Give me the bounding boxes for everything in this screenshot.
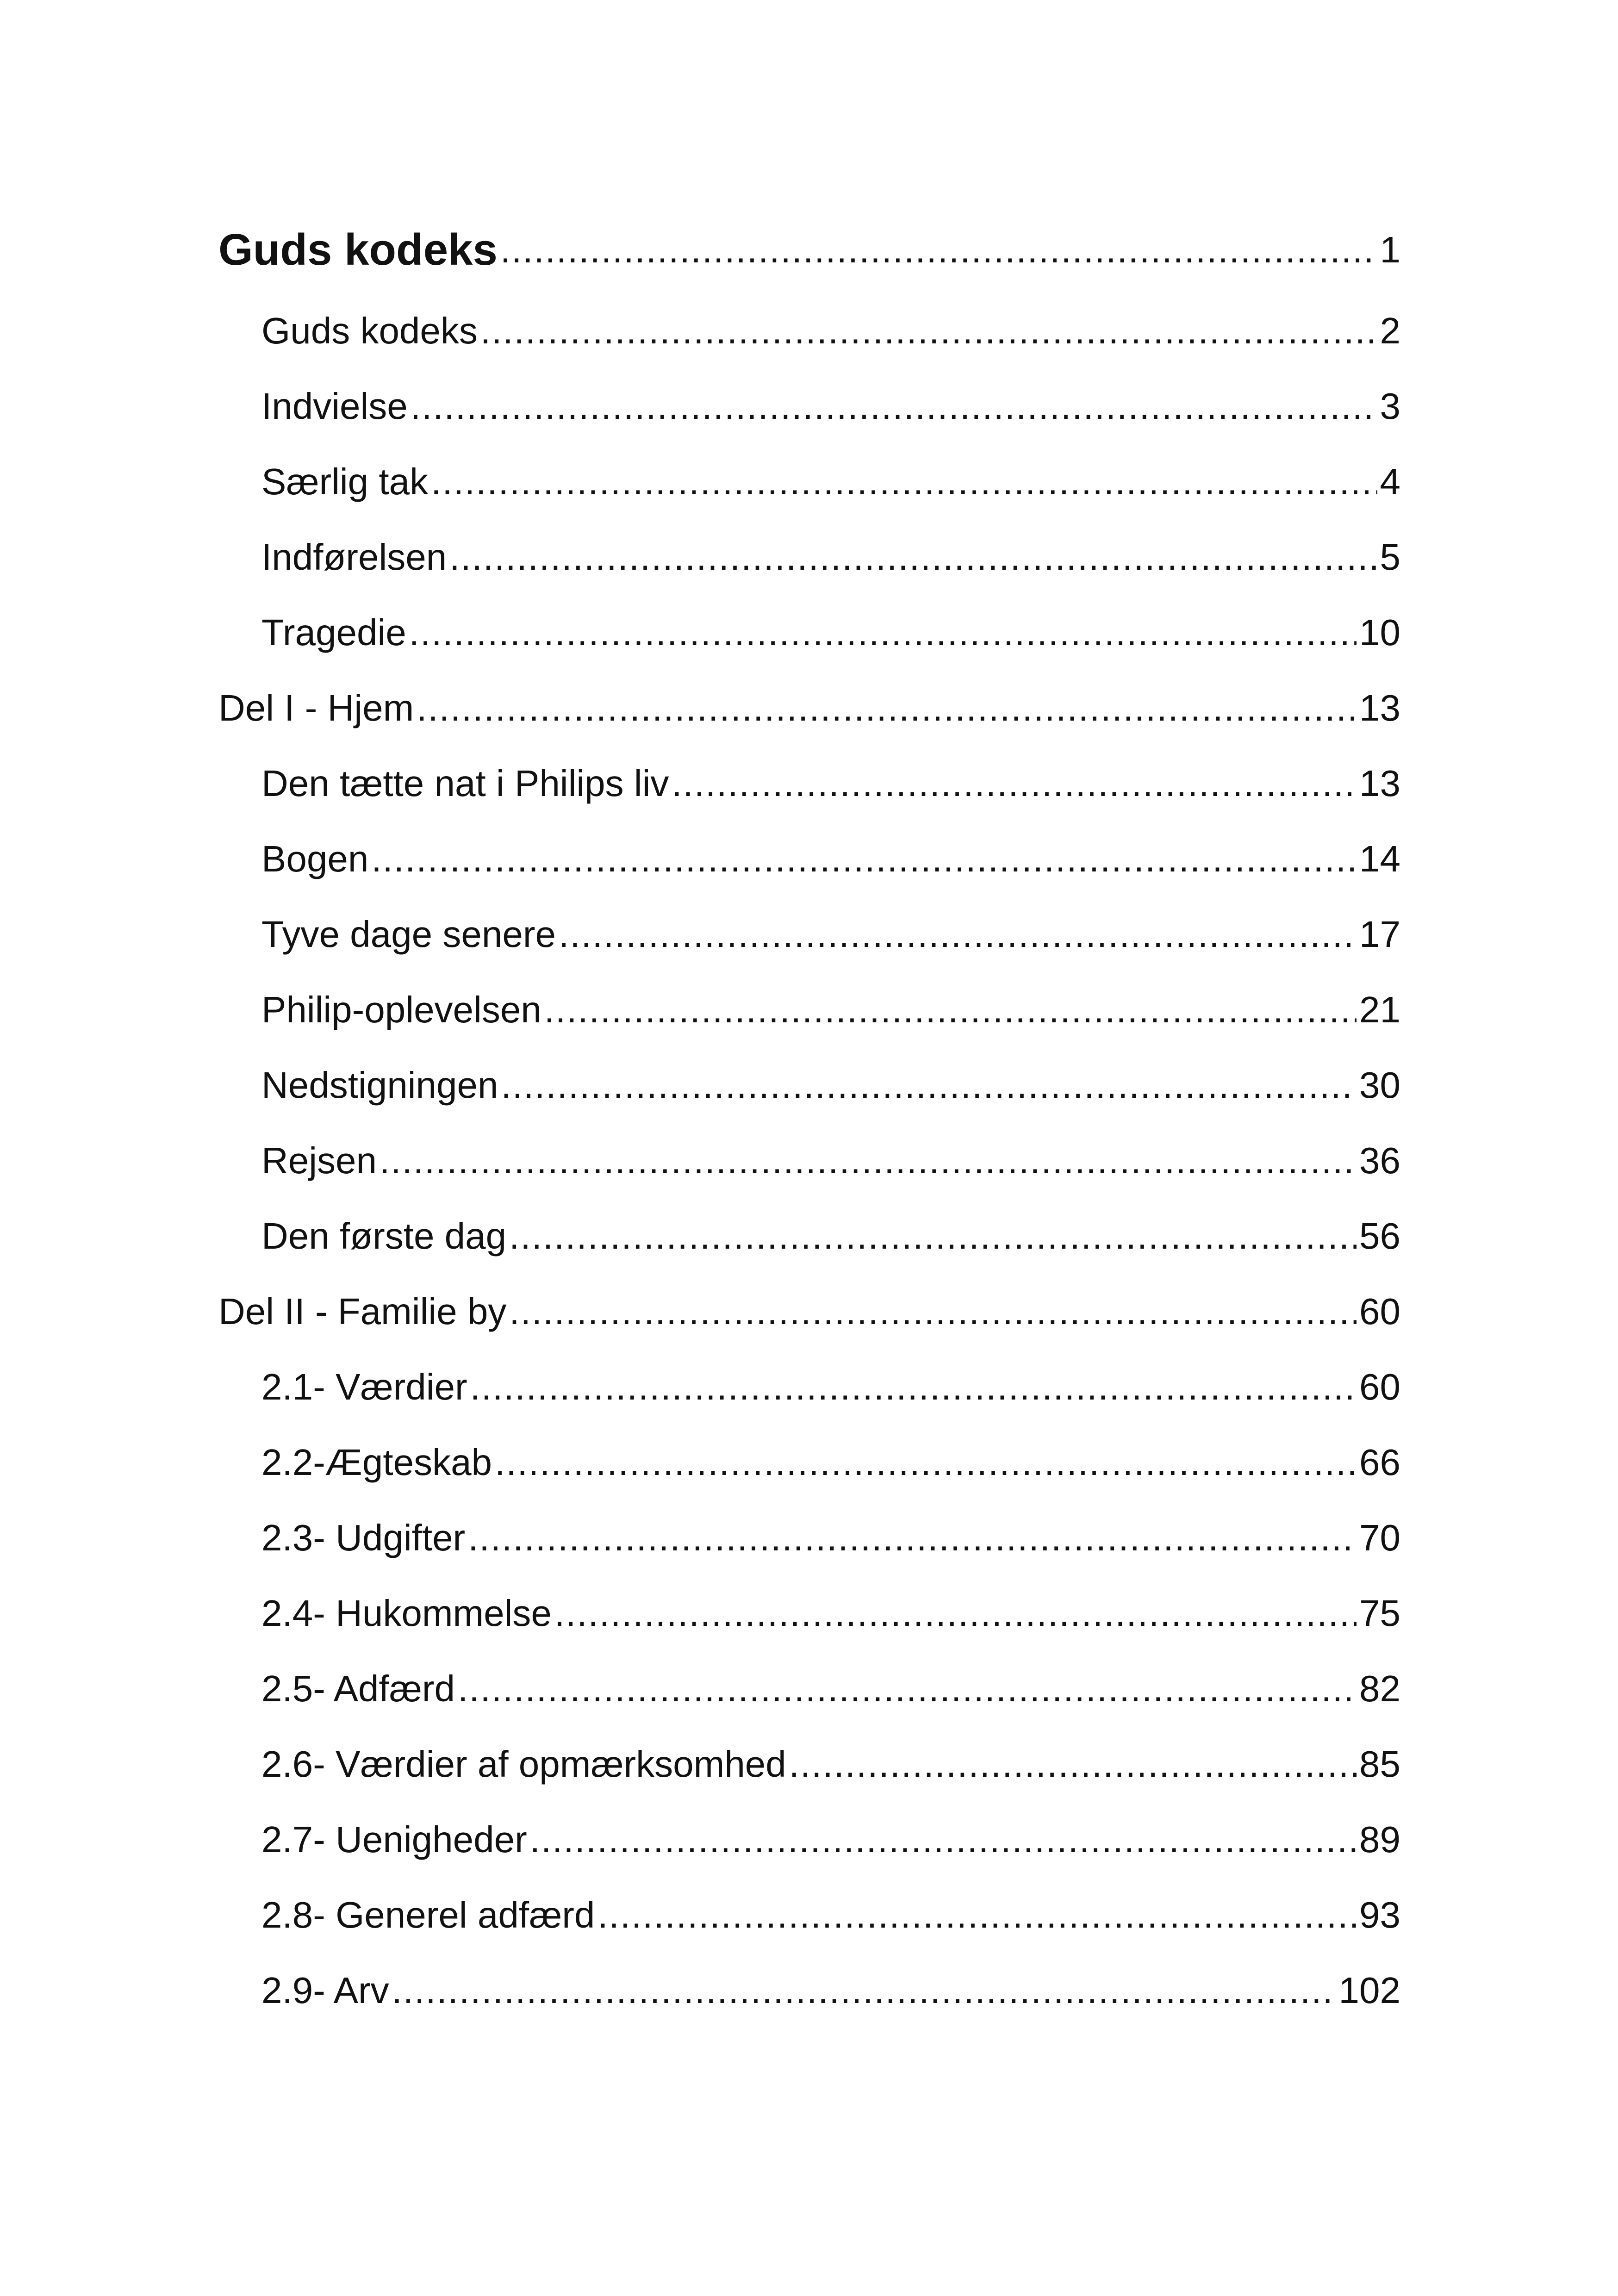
toc-entry-page: 102 xyxy=(1338,1970,1400,2011)
toc-entry-label: 2.7- Uenigheder xyxy=(261,1819,527,1860)
toc-entry-page: 17 xyxy=(1359,914,1400,955)
toc-entry-page: 82 xyxy=(1359,1668,1400,1709)
toc-entry[interactable] xyxy=(261,1506,1400,1561)
toc-entry[interactable] xyxy=(261,1732,1400,1787)
toc-entry[interactable] xyxy=(261,1807,1400,1863)
toc-entry-label: Philip-oplevelsen xyxy=(261,989,541,1030)
dot-leader xyxy=(530,1817,1357,1863)
toc-entry[interactable] xyxy=(261,525,1400,580)
toc-entry[interactable] xyxy=(261,1355,1400,1410)
dot-leader xyxy=(392,1967,1336,2014)
toc-entry-label: Den tætte nat i Philips liv xyxy=(261,763,669,804)
dot-leader xyxy=(480,308,1377,354)
dot-leader xyxy=(417,685,1357,731)
toc-entry[interactable] xyxy=(261,374,1400,429)
toc-entry-page: 66 xyxy=(1359,1442,1400,1483)
toc-entry-label: Indvielse xyxy=(261,386,408,427)
toc-entry-label: 2.4- Hukommelse xyxy=(261,1593,552,1634)
toc-entry[interactable] xyxy=(261,827,1400,882)
toc-entry[interactable] xyxy=(261,449,1400,505)
toc-entry-page: 60 xyxy=(1359,1291,1400,1332)
toc-entry-label: 2.6- Værdier af opmærksomhed xyxy=(261,1743,786,1785)
toc-entry-part[interactable] xyxy=(218,676,1400,731)
toc-entry-part[interactable] xyxy=(218,1279,1400,1335)
toc-entry-title[interactable] xyxy=(218,218,1400,273)
toc-entry-label: Del II - Familie by xyxy=(218,1291,507,1332)
toc-entry-label: Den første dag xyxy=(261,1215,507,1257)
toc-entry-page: 1 xyxy=(1380,229,1400,270)
dot-leader xyxy=(495,1439,1357,1486)
toc-entry-label: 2.8- Generel adfærd xyxy=(261,1894,595,1935)
toc-entry-label: 2.3- Udgifter xyxy=(261,1517,466,1558)
dot-leader xyxy=(672,760,1357,807)
dot-leader xyxy=(371,836,1357,882)
dot-leader xyxy=(501,1062,1357,1108)
toc-entry[interactable] xyxy=(261,1883,1400,1938)
toc-entry[interactable] xyxy=(261,600,1400,656)
dot-leader xyxy=(559,911,1357,958)
dot-leader xyxy=(554,1590,1357,1636)
dot-leader xyxy=(509,1213,1357,1259)
toc-entry-page: 14 xyxy=(1359,838,1400,879)
toc-entry-page: 13 xyxy=(1359,763,1400,804)
dot-leader xyxy=(509,1288,1357,1335)
dot-leader xyxy=(470,1364,1357,1410)
toc-entry-page: 56 xyxy=(1359,1215,1400,1257)
dot-leader xyxy=(597,1892,1357,1938)
dot-leader xyxy=(789,1741,1357,1787)
dot-leader xyxy=(500,227,1377,273)
toc-entry-label: Tragedie xyxy=(261,612,406,653)
toc-entry[interactable] xyxy=(261,1430,1400,1486)
toc-entry-label: Tyve dage senere xyxy=(261,914,556,955)
toc-entry[interactable] xyxy=(261,902,1400,958)
toc-entry-page: 36 xyxy=(1359,1140,1400,1181)
toc-entry-page: 21 xyxy=(1359,989,1400,1030)
toc-entry[interactable] xyxy=(261,299,1400,354)
dot-leader xyxy=(449,534,1377,580)
toc-entry[interactable] xyxy=(261,1656,1400,1712)
dot-leader xyxy=(431,459,1377,505)
dot-leader xyxy=(409,610,1357,656)
toc-entry-page: 70 xyxy=(1359,1517,1400,1558)
toc-entry-label: 2.5- Adfærd xyxy=(261,1668,455,1709)
toc-entry[interactable] xyxy=(261,1053,1400,1108)
toc-entry-page: 85 xyxy=(1359,1743,1400,1785)
dot-leader xyxy=(458,1666,1357,1712)
dot-leader xyxy=(468,1515,1357,1561)
toc-entry-page: 10 xyxy=(1359,612,1400,653)
toc-entry-page: 30 xyxy=(1359,1064,1400,1106)
toc-entry-page: 5 xyxy=(1380,536,1400,578)
toc-entry[interactable] xyxy=(261,977,1400,1033)
toc-entry-label: 2.2-Ægteskab xyxy=(261,1442,492,1483)
toc-entry-page: 93 xyxy=(1359,1894,1400,1935)
toc-entry-page: 3 xyxy=(1380,386,1400,427)
toc-entry-page: 60 xyxy=(1359,1366,1400,1407)
toc-entry-label: Særlig tak xyxy=(261,461,429,502)
toc-entry[interactable] xyxy=(261,1581,1400,1636)
dot-leader xyxy=(380,1138,1357,1184)
toc-entry-page: 89 xyxy=(1359,1819,1400,1860)
toc-entry-label: Rejsen xyxy=(261,1140,377,1181)
toc-entry-page: 13 xyxy=(1359,687,1400,728)
toc-entry-page: 2 xyxy=(1380,310,1400,351)
toc-entry-label: Bogen xyxy=(261,838,369,879)
toc-entry[interactable] xyxy=(261,751,1400,807)
toc-entry-page: 75 xyxy=(1359,1593,1400,1634)
toc-entry-label: 2.9- Arv xyxy=(261,1970,389,2011)
toc-entry-label: Del I - Hjem xyxy=(218,687,414,728)
toc-entry-label: Nedstigningen xyxy=(261,1064,498,1106)
dot-leader xyxy=(411,383,1377,429)
toc-entry-label: Guds kodeks xyxy=(218,225,498,274)
toc-entry-label: Indførelsen xyxy=(261,536,447,578)
toc-entry-label: Guds kodeks xyxy=(261,310,478,351)
toc-entry-label: 2.1- Værdier xyxy=(261,1366,467,1407)
toc-entry[interactable] xyxy=(261,1204,1400,1259)
toc-entry[interactable] xyxy=(261,1128,1400,1184)
toc-entry-page: 4 xyxy=(1380,461,1400,502)
dot-leader xyxy=(544,987,1357,1033)
toc-entry[interactable] xyxy=(261,1958,1400,2014)
